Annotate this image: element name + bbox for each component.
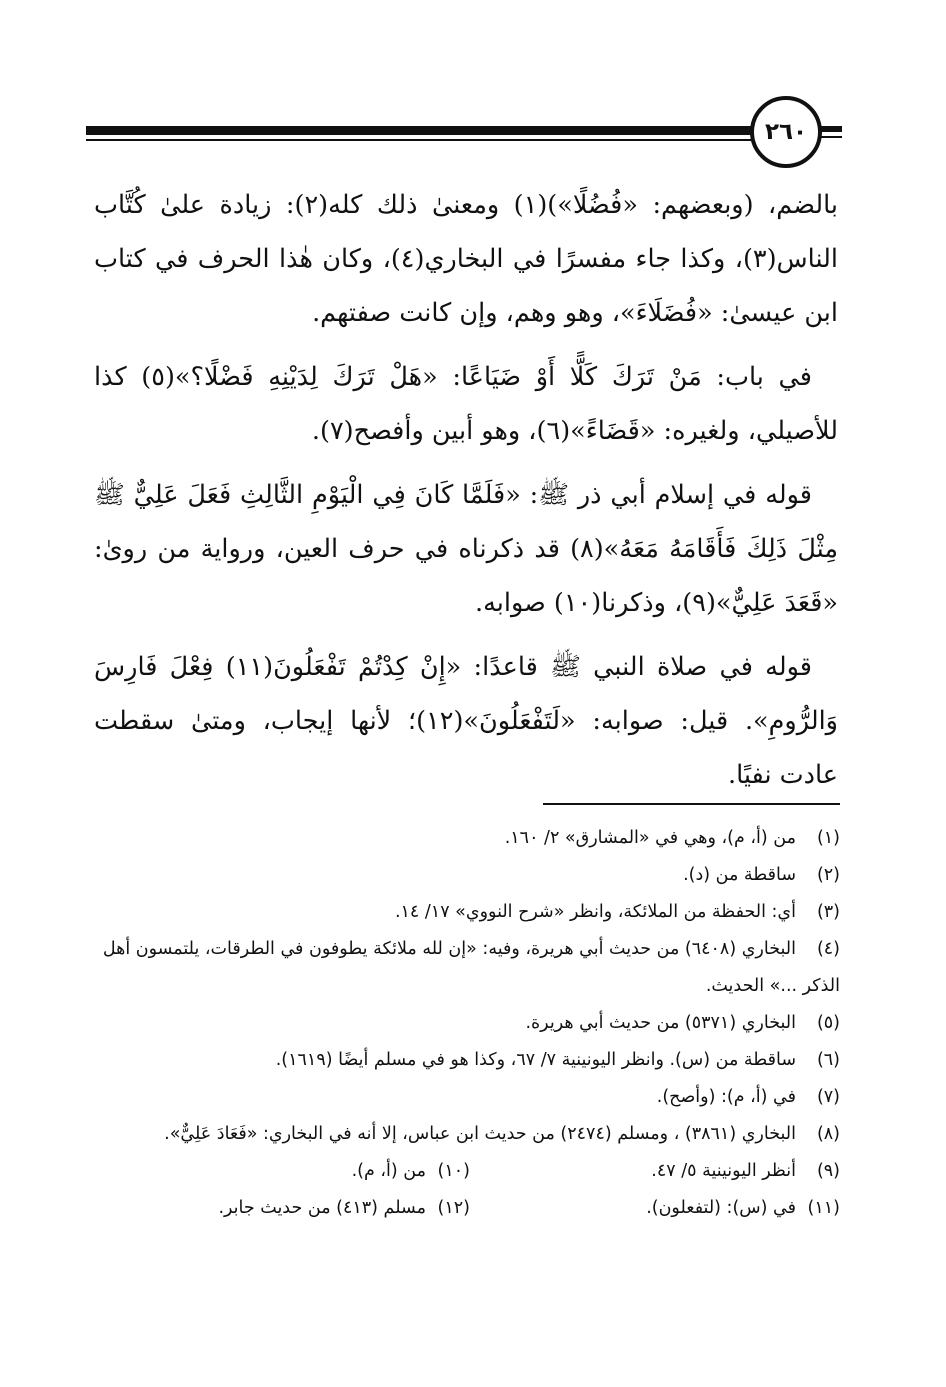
paragraph-1: بالضم، (وبعضهم: «فُضُلًا»)(١) ومعنىٰ ذلك كله(٢): زيادة علىٰ كُتَّاب الناس(٣)، وكذا جاء مفسرًا في البخاري(٤)، وكان هٰذا الحرف في كتاب ابن عيسىٰ: «فُضَلَاءَ»، وهو وهم، وإن كانت صفتهم. [94, 190, 839, 328]
footnote-4: (٤)البخاري (٦٤٠٨) من حديث أبي هريرة، وفيه: «إن لله ملائكة يطوفون في الطرقات، يلتمسون أهل الذكر ...» الحديث. [102, 939, 840, 996]
footnote-7: (٧)في (أ، م): (وأصح). [656, 1087, 840, 1107]
footnote-row-11-12 [100, 1190, 840, 1227]
footnote-2: (٢)ساقطة من (د). [683, 865, 840, 885]
header-rule-right-thin [820, 136, 842, 138]
header-rule-thin [86, 139, 756, 141]
footnote-6: (٦)ساقطة من (س). وانظر اليونينية ٧/ ٦٧، وكذا هو في مسلم أيضًا (١٦١٩). [275, 1050, 840, 1070]
footnotes [100, 820, 840, 1227]
paragraph-3: قوله في إسلام أبي ذر ﷺ: «فَلَمَّا كَانَ فِي الْيَوْمِ الثَّالِثِ فَعَلَ عَلِيٌّ ﷺ مِثْلَ ذَلِكَ فَأَقَامَهُ مَعَهُ»(٨) قد ذكرناه في حرف العين، ورواية من روىٰ: «قَعَدَ عَلِيٌّ»(٩)، وذكرنا(١٠) صوابه. [94, 480, 838, 618]
header-rule-right [820, 126, 842, 132]
footnote-11: (١١)في (س): (لتفعلون). [646, 1198, 840, 1218]
footnote-row-9-10 [100, 1153, 840, 1190]
footnote-9: (٩)أنظر اليونينية ٥/ ٤٧. [651, 1161, 840, 1181]
page-header [86, 96, 846, 166]
footnote-1: (١)من (أ، م)، وهي في «المشارق» ٢/ ١٦٠. [504, 828, 840, 848]
footnote-separator [543, 803, 840, 805]
header-rule [86, 126, 756, 135]
main-text [94, 178, 838, 812]
page-number: ٢٦٠ [750, 96, 822, 168]
paragraph-4: قوله في صلاة النبي ﷺ قاعدًا: «إِنْ كِدْتُمْ تَفْعَلُونَ(١١) فِعْلَ فَارِسَ وَالرُّومِ». قيل: صوابه: «لَتَفْعَلُونَ»(١٢)؛ لأنها إيجاب، ومتىٰ سقطت عادت نفيًا. [94, 652, 838, 790]
footnote-8: (٨)البخاري (٣٨٦١) ، ومسلم (٢٤٧٤) من حديث ابن عباس، إلا أنه في البخاري: «فَعَادَ عَلِيٌّ». [164, 1124, 840, 1144]
footnote-3: (٣)أي: الحفظة من الملائكة، وانظر «شرح النووي» ١٧/ ١٤. [394, 902, 840, 922]
footnote-12: (١٢)مسلم (٤١٣) من حديث جابر. [218, 1198, 470, 1218]
paragraph-2: في باب: مَنْ تَرَكَ كَلًّا أَوْ ضَيَاعًا: «هَلْ تَرَكَ لِدَيْنِهِ فَضْلًا؟»(٥) كذا للأصيلي، ولغيره: «قَضَاءً»(٦)، وهو أبين وأفصح(٧). [94, 362, 838, 446]
footnote-5: (٥)البخاري (٥٣٧١) من حديث أبي هريرة. [525, 1013, 840, 1033]
footnote-10: (١٠)من (أ، م). [351, 1161, 470, 1181]
